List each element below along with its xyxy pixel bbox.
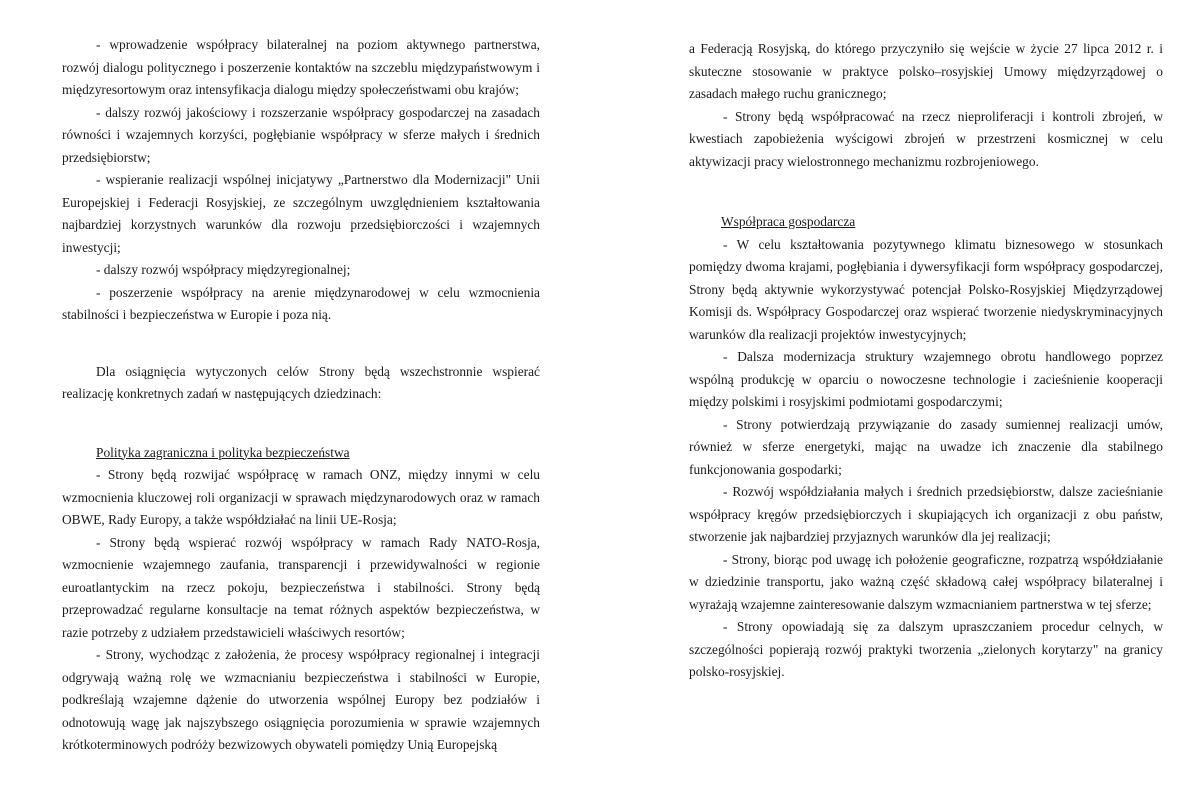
list-item: - Strony, biorąc pod uwagę ich położenie geograficzne, rozpatrzą współdziałanie w dziedzinie transportu, jako ważną część składową całej współpracy bilateralnej i wyrażają wzajemne zainteresowanie dalszym wzmacnianiem partnerstwa w tej sferze;: [689, 551, 1163, 612]
list-item: - Strony, wychodząc z założenia, że procesy współpracy regionalnej i integracji odgrywają ważną rolę we wzmacnianiu bezpieczeństwa i stabilności w Europie, podkreślają wzajemne dążenie do utworzenia wspólnej Europy bez podziałów i odnotowują wagę jak najszybszego osiągnięcia porozumienia w sprawie wzajemnych krótkoterminowych podróży bezwizowych obywateli pomiędzy Unią Europejską: [62, 647, 540, 752]
list-item: - Strony potwierdzają przywiązanie do zasady sumiennej realizacji umów, również w sferze energetyki, mając na uwadze ich znaczenie dla stabilnego funkcjonowania gospodarki;: [689, 416, 1163, 477]
list-item: - Strony będą wspierać rozwój współpracy w ramach Rady NATO-Rosja, wzmocnienie wzajemnego zaufania, transparencji i przewidywalności w regionie euroatlantyckim na rzecz pokoju, bezpieczeństwa i stabilności. Strony będą przeprowadzać regularne konsultacje na temat różnych aspektów bezpieczeństwa, w razie potrzeby z udziałem przedstawicieli właściwych resortów;: [62, 534, 540, 640]
list-item: - Rozwój współdziałania małych i średnich przedsiębiorstw, dalsze zacieśnianie współpracy kręgów przedsiębiorczych i skupiających ich organizacji z obu państw, stworzenie jak najbardziej przyjaznych warunków dla jej realizacji;: [689, 484, 1163, 544]
list-item: - dalszy rozwój współpracy międzyregionalnej;: [96, 262, 351, 277]
left-page: [62, 34, 540, 757]
economic-list: [689, 234, 1163, 684]
list-item: - Strony będą współpracować na rzecz nieproliferacji i kontroli zbrojeń, w kwestiach zapobieżenia wyścigowi zbrojeń w przestrzeni kosmicznej w celu aktywizacji pracy wielostronnego mechanizmu rozbrojeniowego.: [689, 108, 1163, 169]
list-item: - wspieranie realizacji wspólnej inicjatywy „Partnerstwo dla Modernizacji" Unii Europejskiej i Federacji Rosyjskiej, ze szczególnym uwzględnieniem kształtowania najbardziej korzystnych warunków dla rozwoju przedsiębiorczości i wzajemnych inwestycji;: [62, 172, 540, 255]
list-item: - wprowadzenie współpracy bilateralnej na poziom aktywnego partnerstwa, rozwój dialogu politycznego i poszerzenie kontaktów na szczeblu międzypaństwowym i międzyresortowym oraz intensyfikacja dialogu między społeczeństwami obu krajów;: [62, 37, 540, 97]
intro-list: [62, 34, 540, 327]
list-item: - dalszy rozwój jakościowy i rozszerzanie współpracy gospodarczej na zasadach równości i wzajemnych korzyści, pogłębianie współpracy w sferze małych i średnich przedsiębiorstw;: [62, 104, 540, 165]
list-item: - poszerzenie współpracy na arenie międzynarodowej w celu wzmocnienia stabilności i bezpieczeństwa w Europie i poza nią.: [62, 284, 540, 322]
section-heading-economic: Współpraca gospodarcza: [721, 214, 856, 229]
list-item: - Dalsza modernizacja struktury wzajemnego obrotu handlowego poprzez wspólną produkcję w oparciu o nowoczesne technologie i zacieśnienie kooperacji między polskimi i rosyjskimi podmiotami gospodarczymi;: [689, 349, 1163, 409]
list-item: - Strony opowiadają się za dalszym upraszczaniem procedur celnych, w szczególności popierają rozwój praktyki tworzenia „zielonych korytarzy" na granicy polsko-rosyjskiej.: [689, 619, 1163, 679]
list-item: - W celu kształtowania pozytywnego klimatu biznesowego w stosunkach pomiędzy dwoma krajami, pogłębiania i dywersyfikacji form współpracy gospodarczej, Strony będą aktywnie wykorzystywać potencjał Polsko-Rosyjskiej Międzyrządowej Komisji ds. Współpracy Gospodarczej oraz wspierać tworzenie niedyskryminacyjnych warunków dla realizacji projektów inwestycyjnych;: [689, 236, 1163, 342]
foreign-policy-list: [62, 464, 540, 757]
right-page: [689, 38, 1163, 684]
continuation-paragraph: a Federacją Rosyjską, do którego przyczyniło się wejście w życie 27 lipca 2012 r. i skuteczne stosowanie w praktyce polsko–rosyjskiej Umowy międzyrządowej o zasadach małego ruchu granicznego;: [689, 41, 1163, 101]
list-item: - Strony będą rozwijać współpracę w ramach ONZ, między innymi w celu wzmocnienia kluczowej roli organizacji w sprawach międzynarodowych oraz w ramach OBWE, Rady Europy, a także współdziałać na linii UE-Rosja;: [62, 467, 540, 527]
intro-paragraph: Dla osiągnięcia wytyczonych celów Strony będą wszechstronnie wspierać realizację konkretnych zadań w następujących dziedzinach:: [62, 363, 540, 401]
section-heading-foreign-policy: Polityka zagraniczna i polityka bezpieczeństwa: [96, 444, 350, 460]
